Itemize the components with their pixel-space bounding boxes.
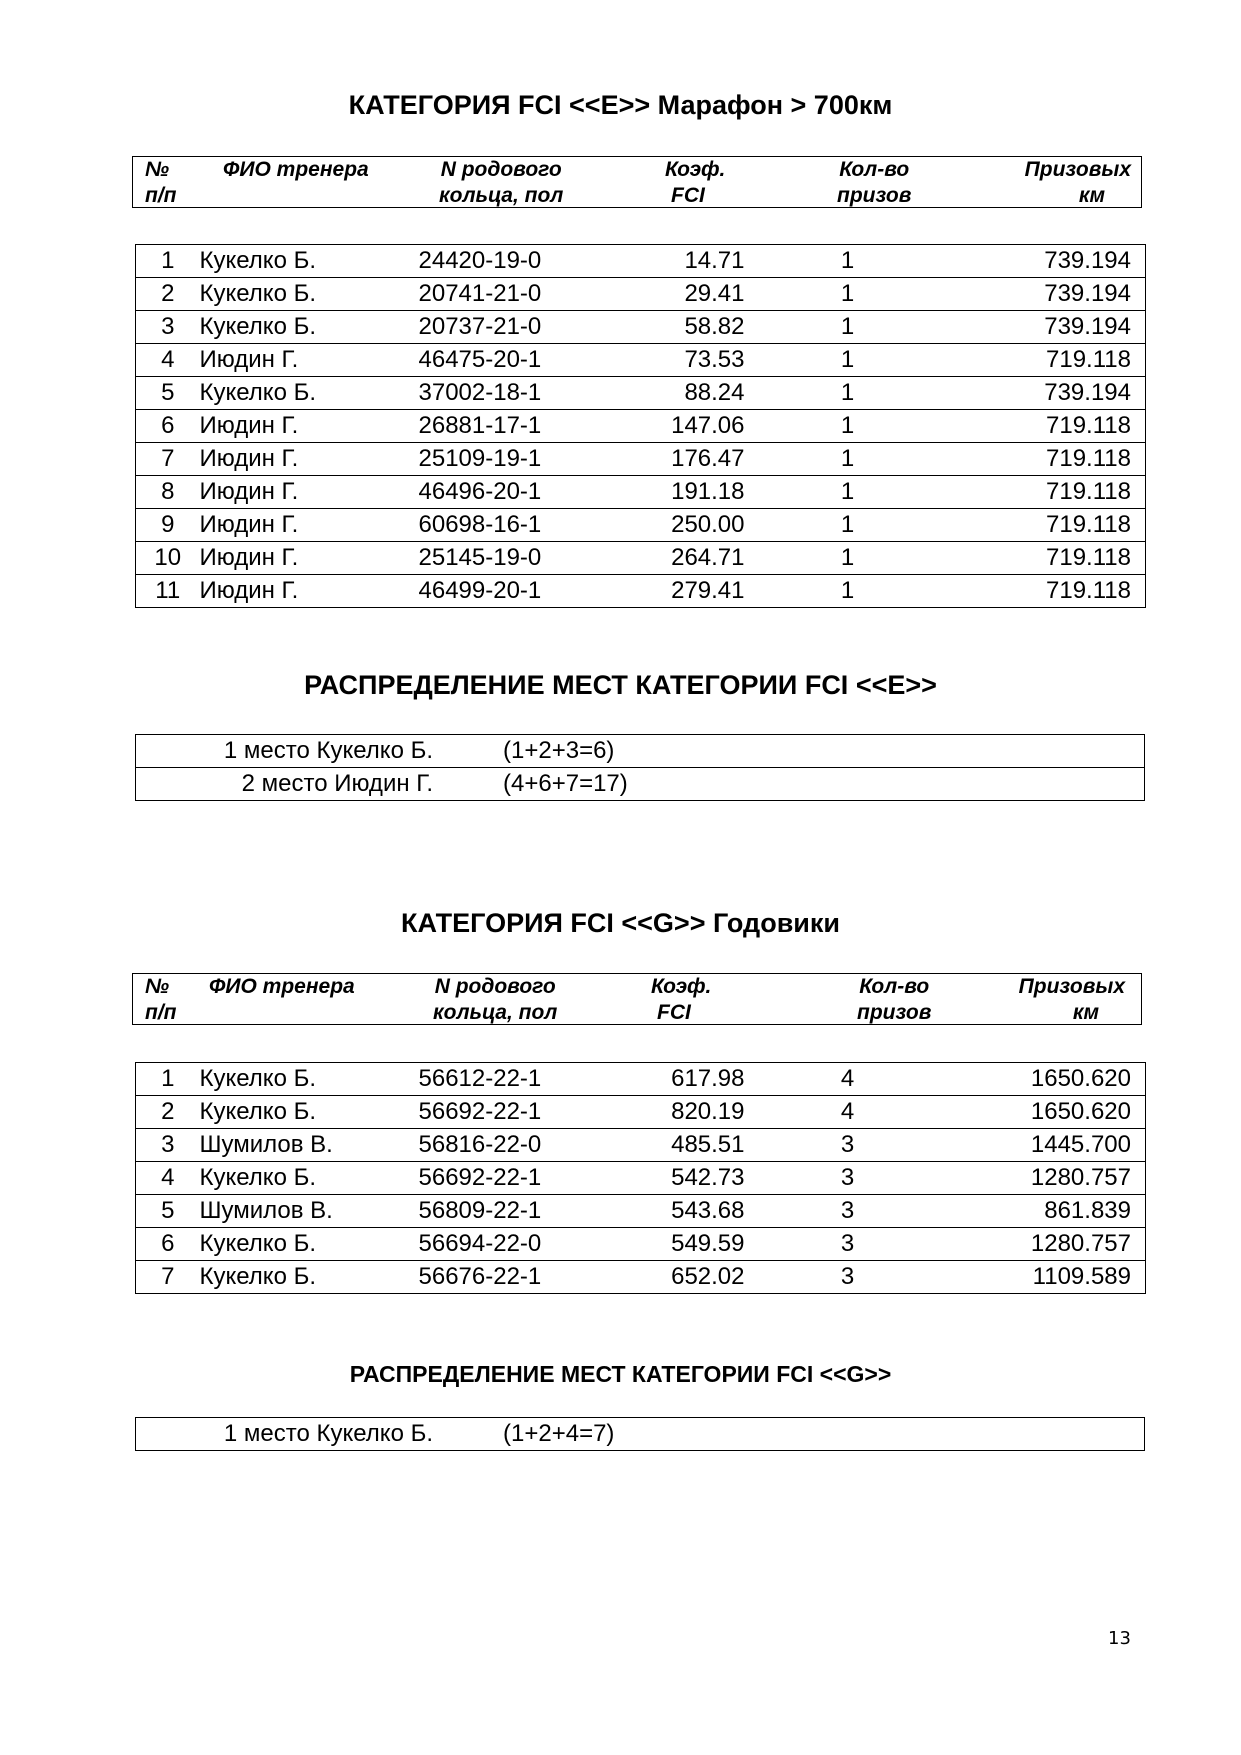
ring-number: 20737-21-0 bbox=[419, 311, 609, 344]
ring-number: 56809-22-1 bbox=[419, 1195, 609, 1228]
fci-coef: 279.41 bbox=[609, 575, 755, 608]
prize-count: 3 bbox=[755, 1129, 941, 1162]
fci-coef: 617.98 bbox=[609, 1063, 755, 1096]
header-ring: N родового кольца, пол bbox=[433, 975, 558, 1024]
fci-coef: 264.71 bbox=[609, 542, 755, 575]
prize-count: 4 bbox=[755, 1096, 941, 1129]
distribution-row bbox=[136, 735, 1145, 768]
trainer-name: Июдин Г. bbox=[200, 542, 419, 575]
prize-km: 739.194 bbox=[941, 377, 1146, 410]
table-row bbox=[136, 476, 1146, 509]
row-number: 5 bbox=[136, 1195, 200, 1228]
fci-coef: 250.00 bbox=[609, 509, 755, 542]
ring-number: 25109-19-1 bbox=[419, 443, 609, 476]
prize-km: 1280.757 bbox=[941, 1162, 1146, 1195]
table-row bbox=[136, 575, 1146, 608]
table-row bbox=[136, 1096, 1146, 1129]
section-g-header bbox=[132, 973, 1142, 1025]
ring-number: 46475-20-1 bbox=[419, 344, 609, 377]
fci-coef: 147.06 bbox=[609, 410, 755, 443]
section-g-table bbox=[135, 1062, 1146, 1294]
ring-number: 26881-17-1 bbox=[419, 410, 609, 443]
table-row bbox=[136, 344, 1146, 377]
table-row bbox=[136, 1162, 1146, 1195]
header-no: № п/п bbox=[145, 975, 177, 1024]
table-row bbox=[136, 1261, 1146, 1294]
row-number: 1 bbox=[136, 245, 200, 278]
header-km: Призовых км bbox=[1024, 158, 1131, 207]
ring-number: 60698-16-1 bbox=[419, 509, 609, 542]
prize-km: 739.194 bbox=[941, 245, 1146, 278]
table-row bbox=[136, 278, 1146, 311]
trainer-name: Кукелко Б. bbox=[200, 1063, 419, 1096]
fci-coef: 652.02 bbox=[609, 1261, 755, 1294]
prize-count: 1 bbox=[755, 443, 941, 476]
row-number: 6 bbox=[136, 1228, 200, 1261]
prize-km: 1109.589 bbox=[941, 1261, 1146, 1294]
header-coef: Коэф. FCI bbox=[665, 158, 726, 207]
table-row bbox=[136, 245, 1146, 278]
trainer-name: Кукелко Б. bbox=[200, 1261, 419, 1294]
ring-number: 56816-22-0 bbox=[419, 1129, 609, 1162]
row-number: 4 bbox=[136, 1162, 200, 1195]
prize-km: 1445.700 bbox=[941, 1129, 1146, 1162]
table-row bbox=[136, 311, 1146, 344]
section-e-title: КАТЕГОРИЯ FCI <<E>> Марафон > 700км bbox=[348, 90, 893, 120]
prize-km: 719.118 bbox=[941, 443, 1146, 476]
prize-km: 739.194 bbox=[941, 278, 1146, 311]
row-number: 3 bbox=[136, 1129, 200, 1162]
distribution-row bbox=[136, 768, 1145, 801]
table-row bbox=[136, 1063, 1146, 1096]
prize-km: 1280.757 bbox=[941, 1228, 1146, 1261]
row-number: 5 bbox=[136, 377, 200, 410]
prize-km: 739.194 bbox=[941, 311, 1146, 344]
fci-coef: 14.71 bbox=[609, 245, 755, 278]
prize-km: 719.118 bbox=[941, 509, 1146, 542]
header-coef: Коэф. FCI bbox=[651, 975, 712, 1024]
header-fio: ФИО тренера bbox=[209, 975, 355, 998]
table-row bbox=[136, 542, 1146, 575]
place-text: 2 место Июдин Г. bbox=[241, 770, 433, 797]
table-row bbox=[136, 443, 1146, 476]
trainer-name: Кукелко Б. bbox=[200, 278, 419, 311]
page-number: 13 bbox=[1108, 1628, 1131, 1649]
section-e-dist-table bbox=[135, 734, 1145, 801]
row-number: 2 bbox=[136, 278, 200, 311]
header-count: Кол-во призов bbox=[837, 158, 912, 207]
prize-count: 1 bbox=[755, 509, 941, 542]
table-row bbox=[136, 1129, 1146, 1162]
row-number: 9 bbox=[136, 509, 200, 542]
distribution-row bbox=[136, 1418, 1145, 1451]
header-ring: N родового кольца, пол bbox=[439, 158, 564, 207]
section-g-title: КАТЕГОРИЯ FCI <<G>> Годовики bbox=[400, 908, 840, 938]
trainer-name: Кукелко Б. bbox=[200, 311, 419, 344]
ring-number: 37002-18-1 bbox=[419, 377, 609, 410]
ring-number: 24420-19-0 bbox=[419, 245, 609, 278]
prize-count: 1 bbox=[755, 278, 941, 311]
trainer-name: Кукелко Б. bbox=[200, 245, 419, 278]
row-number: 10 bbox=[136, 542, 200, 575]
table-row bbox=[136, 377, 1146, 410]
ring-number: 46499-20-1 bbox=[419, 575, 609, 608]
row-number: 1 bbox=[136, 1063, 200, 1096]
section-g-dist-table bbox=[135, 1417, 1145, 1451]
trainer-name: Июдин Г. bbox=[200, 575, 419, 608]
fci-coef: 820.19 bbox=[609, 1096, 755, 1129]
header-km: Призовых км bbox=[1018, 975, 1125, 1024]
prize-count: 1 bbox=[755, 344, 941, 377]
table-row bbox=[136, 1195, 1146, 1228]
section-e-dist-title: РАСПРЕДЕЛЕНИЕ МЕСТ КАТЕГОРИИ FCI <<E>> bbox=[304, 670, 937, 700]
fci-coef: 176.47 bbox=[609, 443, 755, 476]
fci-coef: 542.73 bbox=[609, 1162, 755, 1195]
section-e-table bbox=[135, 244, 1146, 608]
row-number: 7 bbox=[136, 1261, 200, 1294]
ring-number: 56612-22-1 bbox=[419, 1063, 609, 1096]
trainer-name: Июдин Г. bbox=[200, 344, 419, 377]
prize-count: 4 bbox=[755, 1063, 941, 1096]
header-no: № п/п bbox=[145, 158, 177, 207]
ring-number: 46496-20-1 bbox=[419, 476, 609, 509]
row-number: 6 bbox=[136, 410, 200, 443]
trainer-name: Июдин Г. bbox=[200, 410, 419, 443]
prize-count: 3 bbox=[755, 1195, 941, 1228]
fci-coef: 73.53 bbox=[609, 344, 755, 377]
table-row bbox=[136, 410, 1146, 443]
row-number: 8 bbox=[136, 476, 200, 509]
prize-count: 1 bbox=[755, 542, 941, 575]
fci-coef: 543.68 bbox=[609, 1195, 755, 1228]
row-number: 4 bbox=[136, 344, 200, 377]
place-text: 1 место Кукелко Б. bbox=[223, 737, 433, 764]
trainer-name: Шумилов В. bbox=[200, 1195, 419, 1228]
fci-coef: 191.18 bbox=[609, 476, 755, 509]
row-number: 7 bbox=[136, 443, 200, 476]
row-number: 11 bbox=[136, 575, 200, 608]
prize-count: 1 bbox=[755, 311, 941, 344]
place-calculation: (1+2+3=6) bbox=[503, 737, 615, 764]
row-number: 2 bbox=[136, 1096, 200, 1129]
fci-coef: 58.82 bbox=[609, 311, 755, 344]
prize-km: 1650.620 bbox=[941, 1096, 1146, 1129]
prize-count: 1 bbox=[755, 377, 941, 410]
section-e-header bbox=[132, 156, 1142, 208]
trainer-name: Кукелко Б. bbox=[200, 1096, 419, 1129]
ring-number: 56692-22-1 bbox=[419, 1162, 609, 1195]
prize-count: 3 bbox=[755, 1261, 941, 1294]
trainer-name: Кукелко Б. bbox=[200, 377, 419, 410]
ring-number: 56676-22-1 bbox=[419, 1261, 609, 1294]
fci-coef: 485.51 bbox=[609, 1129, 755, 1162]
header-fio: ФИО тренера bbox=[223, 158, 369, 181]
prize-count: 1 bbox=[755, 410, 941, 443]
trainer-name: Июдин Г. bbox=[200, 443, 419, 476]
table-row bbox=[136, 1228, 1146, 1261]
prize-km: 719.118 bbox=[941, 476, 1146, 509]
prize-count: 3 bbox=[755, 1162, 941, 1195]
trainer-name: Июдин Г. bbox=[200, 509, 419, 542]
header-count: Кол-во призов bbox=[857, 975, 932, 1024]
prize-km: 1650.620 bbox=[941, 1063, 1146, 1096]
place-text: 1 место Кукелко Б. bbox=[223, 1420, 433, 1447]
prize-km: 861.839 bbox=[941, 1195, 1146, 1228]
prize-km: 719.118 bbox=[941, 344, 1146, 377]
prize-count: 3 bbox=[755, 1228, 941, 1261]
prize-km: 719.118 bbox=[941, 542, 1146, 575]
ring-number: 56692-22-1 bbox=[419, 1096, 609, 1129]
fci-coef: 88.24 bbox=[609, 377, 755, 410]
prize-count: 1 bbox=[755, 245, 941, 278]
prize-count: 1 bbox=[755, 575, 941, 608]
place-calculation: (1+2+4=7) bbox=[503, 1420, 615, 1447]
ring-number: 20741-21-0 bbox=[419, 278, 609, 311]
row-number: 3 bbox=[136, 311, 200, 344]
section-g-dist-title: РАСПРЕДЕЛЕНИЕ МЕСТ КАТЕГОРИИ FCI <<G>> bbox=[349, 1361, 892, 1387]
trainer-name: Кукелко Б. bbox=[200, 1162, 419, 1195]
trainer-name: Шумилов В. bbox=[200, 1129, 419, 1162]
ring-number: 56694-22-0 bbox=[419, 1228, 609, 1261]
prize-count: 1 bbox=[755, 476, 941, 509]
table-row bbox=[136, 509, 1146, 542]
prize-km: 719.118 bbox=[941, 575, 1146, 608]
prize-km: 719.118 bbox=[941, 410, 1146, 443]
trainer-name: Июдин Г. bbox=[200, 476, 419, 509]
ring-number: 25145-19-0 bbox=[419, 542, 609, 575]
fci-coef: 29.41 bbox=[609, 278, 755, 311]
fci-coef: 549.59 bbox=[609, 1228, 755, 1261]
trainer-name: Кукелко Б. bbox=[200, 1228, 419, 1261]
place-calculation: (4+6+7=17) bbox=[503, 770, 628, 797]
